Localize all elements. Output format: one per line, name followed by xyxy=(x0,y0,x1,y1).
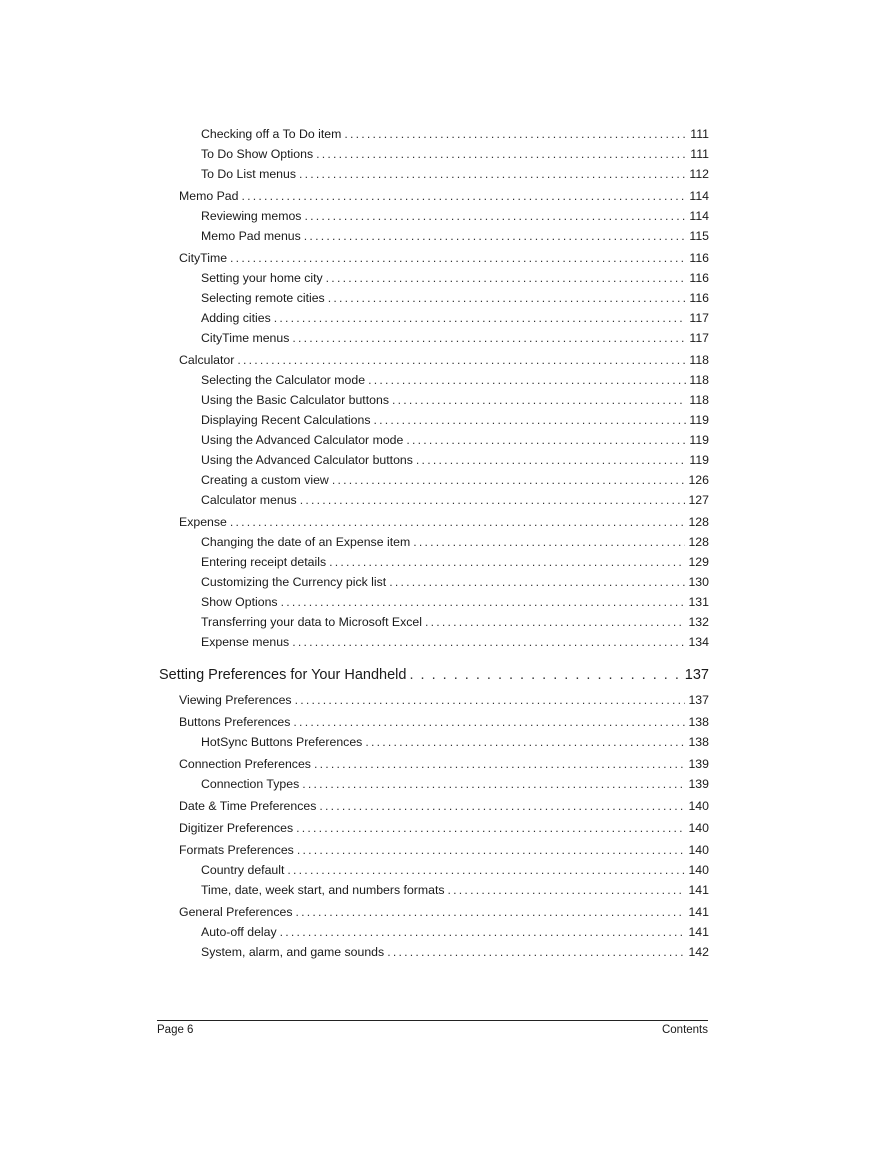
toc-entry-title: CityTime menus xyxy=(201,331,290,345)
toc-entry-title: Expense xyxy=(179,515,227,529)
toc-entry-page: 138 xyxy=(688,715,709,729)
toc-entry-title: Calculator xyxy=(179,353,235,367)
toc-entry[interactable] xyxy=(159,774,709,794)
page-number: Page 6 xyxy=(157,1024,194,1036)
toc-entry-page: 114 xyxy=(689,209,709,223)
toc-entry-page: 142 xyxy=(688,945,709,959)
dot-leader xyxy=(374,410,687,430)
toc-entry-title: Using the Advanced Calculator buttons xyxy=(201,453,413,467)
toc-entry-page: 116 xyxy=(689,251,709,265)
dot-leader xyxy=(297,840,686,860)
toc-entry-page: 118 xyxy=(689,373,709,387)
dot-leader xyxy=(387,942,685,962)
toc-entry-page: 131 xyxy=(688,595,709,609)
toc-entry-title: Time, date, week start, and numbers formats xyxy=(201,883,445,897)
toc-entry[interactable] xyxy=(159,288,709,308)
toc-entry[interactable] xyxy=(159,470,709,490)
toc-entry-title: Digitizer Preferences xyxy=(179,821,294,835)
toc-entry-page: 141 xyxy=(688,905,709,919)
dot-leader xyxy=(316,144,687,164)
toc-entry-page: 137 xyxy=(688,693,709,707)
toc-entry-page: 139 xyxy=(688,757,709,771)
toc-entry[interactable] xyxy=(159,328,709,348)
toc-entry-page: 127 xyxy=(688,493,709,507)
toc-entry-title: Changing the date of an Expense item xyxy=(201,535,411,549)
toc-entry-title: Using the Basic Calculator buttons xyxy=(201,393,389,407)
dot-leader xyxy=(302,774,685,794)
toc-entry-title: Country default xyxy=(201,863,285,877)
dot-leader xyxy=(295,690,686,710)
dot-leader xyxy=(230,512,686,532)
toc-entry-page: 141 xyxy=(688,925,709,939)
toc-entry-title: Calculator menus xyxy=(201,493,297,507)
toc-entry-page: 116 xyxy=(689,291,709,305)
toc-entry-page: 114 xyxy=(689,189,709,203)
dot-leader xyxy=(406,430,686,450)
toc-entry-page: 112 xyxy=(689,167,709,181)
toc-entry-title: Setting Preferences for Your Handheld xyxy=(159,667,407,683)
toc-entry-page: 118 xyxy=(689,353,709,367)
toc-entry[interactable] xyxy=(159,490,709,510)
toc-entry-title: Using the Advanced Calculator mode xyxy=(201,433,404,447)
toc-entry[interactable] xyxy=(159,268,709,288)
toc-entry-title: Setting your home city xyxy=(201,271,323,285)
toc-entry[interactable] xyxy=(159,754,709,774)
toc-entry-title: Memo Pad xyxy=(179,189,239,203)
toc-entry-page: 119 xyxy=(689,433,709,447)
toc-entry-page: 128 xyxy=(688,535,709,549)
toc-entry-page: 138 xyxy=(688,735,709,749)
toc-entry-page: 111 xyxy=(690,127,709,141)
toc-entry-title: Expense menus xyxy=(201,635,290,649)
dot-leader xyxy=(241,186,686,206)
toc-entry-page: 137 xyxy=(684,667,709,683)
toc-entry[interactable] xyxy=(159,552,709,572)
dot-leader xyxy=(292,328,686,348)
toc-entry-title: Viewing Preferences xyxy=(179,693,292,707)
toc-entry[interactable] xyxy=(159,880,709,900)
dot-leader xyxy=(392,390,686,410)
dot-leader xyxy=(329,552,685,572)
toc-entry-title: Reviewing memos xyxy=(201,209,302,223)
toc-entry-title: System, alarm, and game sounds xyxy=(201,945,385,959)
dot-leader xyxy=(299,164,686,184)
toc-entry[interactable] xyxy=(159,370,709,390)
toc-entry[interactable] xyxy=(159,712,709,732)
toc-entry[interactable] xyxy=(159,632,709,652)
dot-leader xyxy=(230,248,686,268)
dot-leader xyxy=(300,490,686,510)
dot-leader xyxy=(281,592,686,612)
toc-entry-page: 140 xyxy=(688,843,709,857)
toc-entry-page: 117 xyxy=(689,331,709,345)
toc-entry-page: 140 xyxy=(688,799,709,813)
toc-entry[interactable] xyxy=(159,732,709,752)
toc-entry[interactable] xyxy=(159,248,709,268)
toc-entry[interactable] xyxy=(159,592,709,612)
toc-entry[interactable] xyxy=(159,226,709,246)
toc-entry-page: 118 xyxy=(689,393,709,407)
toc-entry[interactable] xyxy=(159,206,709,226)
dot-leader xyxy=(332,470,686,490)
toc-entry-title: Checking off a To Do item xyxy=(201,127,342,141)
toc-entry-title: Connection Preferences xyxy=(179,757,311,771)
toc-entry-page: 134 xyxy=(688,635,709,649)
dot-leader xyxy=(365,732,685,752)
toc-entry-title: To Do List menus xyxy=(201,167,297,181)
toc-entry[interactable] xyxy=(159,430,709,450)
dot-leader xyxy=(293,712,685,732)
dot-leader xyxy=(274,308,687,328)
toc-entry-page: 129 xyxy=(688,555,709,569)
dot-leader xyxy=(314,754,686,774)
toc-entry-title: Connection Types xyxy=(201,777,300,791)
toc-entry-title: HotSync Buttons Preferences xyxy=(201,735,363,749)
dot-leader xyxy=(328,288,687,308)
dot-leader xyxy=(319,796,685,816)
toc-entry[interactable] xyxy=(159,860,709,880)
toc-entry-title: Memo Pad menus xyxy=(201,229,301,243)
toc-entry-page: 128 xyxy=(688,515,709,529)
toc-entry-title: Transferring your data to Microsoft Excel xyxy=(201,615,422,629)
toc-entry[interactable] xyxy=(159,350,709,370)
toc-entry-title: Formats Preferences xyxy=(179,843,294,857)
dot-leader xyxy=(296,818,685,838)
toc-entry-title: Date & Time Preferences xyxy=(179,799,317,813)
toc-entry-title: Show Options xyxy=(201,595,278,609)
toc-entry[interactable] xyxy=(159,450,709,470)
dot-leader xyxy=(292,632,685,652)
toc-entry-page: 116 xyxy=(689,271,709,285)
dot-leader xyxy=(304,226,687,246)
toc-entry-title: Buttons Preferences xyxy=(179,715,291,729)
toc-entry-page: 141 xyxy=(688,883,709,897)
toc-entry-title: Selecting the Calculator mode xyxy=(201,373,366,387)
dot-leader xyxy=(304,206,686,226)
toc-entry[interactable] xyxy=(159,308,709,328)
dot-leader xyxy=(416,450,686,470)
toc-entry-title: Selecting remote cities xyxy=(201,291,325,305)
dot-leader xyxy=(280,922,686,942)
toc-entry-title: Customizing the Currency pick list xyxy=(201,575,387,589)
page-footer xyxy=(157,1020,708,1036)
dot-leader xyxy=(413,532,685,552)
toc-entry[interactable] xyxy=(159,186,709,206)
toc-entry[interactable] xyxy=(159,124,709,144)
toc-entry-page: 139 xyxy=(688,777,709,791)
table-of-contents xyxy=(159,124,709,962)
toc-entry-page: 140 xyxy=(688,821,709,835)
toc-entry-page: 115 xyxy=(689,229,709,243)
toc-entry[interactable] xyxy=(159,390,709,410)
toc-entry[interactable] xyxy=(159,164,709,184)
toc-entry-page: 119 xyxy=(689,413,709,427)
toc-entry-page: 111 xyxy=(690,147,709,161)
toc-entry-title: Auto-off delay xyxy=(201,925,277,939)
dot-leader xyxy=(237,350,686,370)
dot-leader xyxy=(344,124,687,144)
toc-entry[interactable] xyxy=(159,922,709,942)
toc-entry-title: General Preferences xyxy=(179,905,293,919)
toc-entry[interactable] xyxy=(159,818,709,838)
toc-entry[interactable] xyxy=(159,902,709,922)
toc-entry-title: Adding cities xyxy=(201,311,271,325)
toc-entry[interactable] xyxy=(159,512,709,532)
toc-entry[interactable] xyxy=(159,612,709,632)
dot-leader xyxy=(409,662,681,688)
toc-entry-title: Displaying Recent Calculations xyxy=(201,413,371,427)
toc-entry-page: 117 xyxy=(689,311,709,325)
dot-leader xyxy=(389,572,685,592)
toc-entry-page: 132 xyxy=(688,615,709,629)
toc-entry[interactable] xyxy=(159,410,709,430)
dot-leader xyxy=(295,902,685,922)
toc-entry[interactable] xyxy=(159,796,709,816)
toc-entry-page: 119 xyxy=(689,453,709,467)
toc-entry[interactable] xyxy=(159,690,709,710)
toc-entry[interactable] xyxy=(159,144,709,164)
toc-entry-title: Creating a custom view xyxy=(201,473,329,487)
toc-entry-page: 130 xyxy=(688,575,709,589)
dot-leader xyxy=(326,268,687,288)
dot-leader xyxy=(448,880,686,900)
toc-entry-page: 126 xyxy=(688,473,709,487)
toc-entry-title: To Do Show Options xyxy=(201,147,314,161)
toc-entry[interactable] xyxy=(159,942,709,962)
toc-entry[interactable] xyxy=(159,840,709,860)
toc-chapter-entry[interactable] xyxy=(159,662,709,688)
toc-entry-page: 140 xyxy=(688,863,709,877)
toc-entry-title: CityTime xyxy=(179,251,228,265)
toc-entry-title: Entering receipt details xyxy=(201,555,327,569)
dot-leader xyxy=(368,370,686,390)
toc-entry[interactable] xyxy=(159,572,709,592)
section-name: Contents xyxy=(661,1024,708,1036)
dot-leader xyxy=(287,860,685,880)
dot-leader xyxy=(425,612,685,632)
toc-entry[interactable] xyxy=(159,532,709,552)
